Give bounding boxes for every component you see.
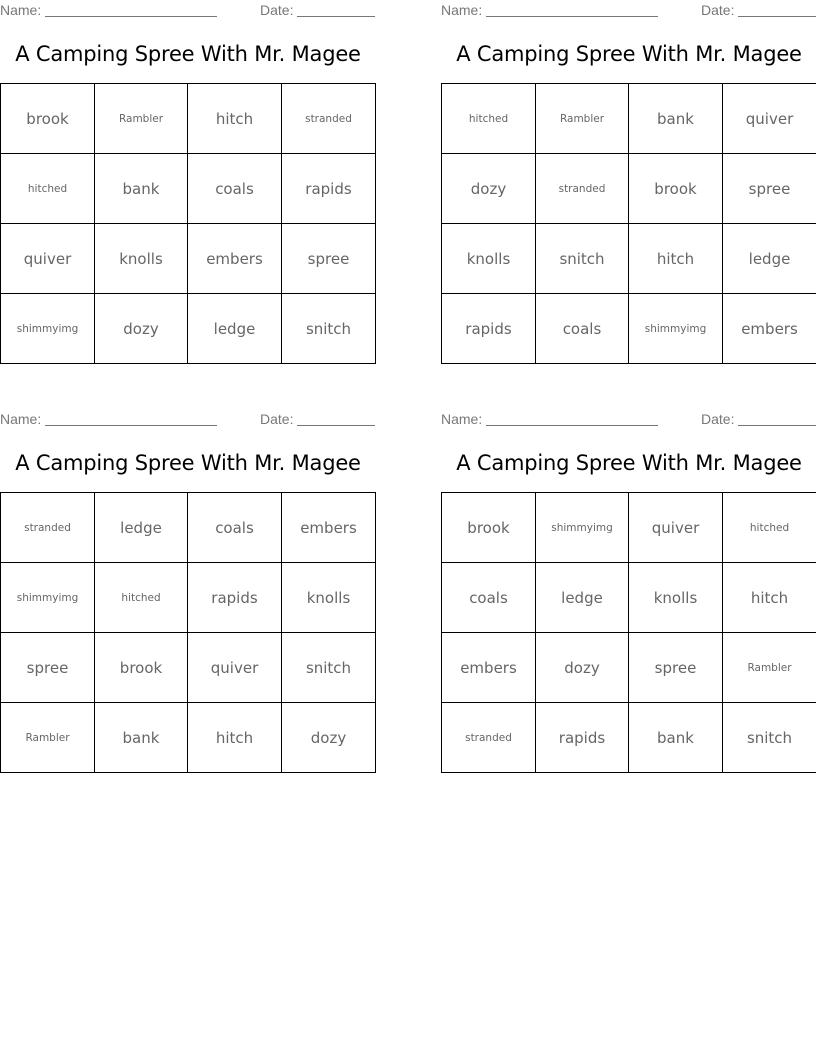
- bingo-cell: knolls: [442, 224, 536, 294]
- bingo-cell: dozy: [536, 633, 629, 703]
- name-date-header: [441, 2, 816, 20]
- name-label: Name:: [441, 2, 483, 18]
- name-label: Name:: [0, 2, 42, 18]
- name-label: Name:: [441, 411, 483, 427]
- bingo-cell: bank: [95, 703, 188, 773]
- bingo-cell: shimmyimg: [536, 493, 629, 563]
- date-field[interactable]: [297, 16, 375, 17]
- bingo-cell: coals: [442, 563, 536, 633]
- date-label: Date:: [701, 2, 735, 18]
- date-label: Date:: [260, 2, 294, 18]
- bingo-cell: coals: [188, 154, 282, 224]
- bingo-cell: quiver: [188, 633, 282, 703]
- bingo-cell: hitched: [723, 493, 816, 563]
- bingo-cell: spree: [282, 224, 375, 294]
- bingo-cell: ledge: [95, 493, 188, 563]
- bingo-cell: Rambler: [723, 633, 816, 703]
- bingo-cell: spree: [629, 633, 723, 703]
- name-field[interactable]: [45, 425, 217, 426]
- date-field[interactable]: [297, 425, 375, 426]
- bingo-cell: embers: [741, 320, 798, 338]
- date-label: Date:: [701, 411, 735, 427]
- bingo-grid: [0, 83, 376, 364]
- name-date-header: [441, 411, 816, 429]
- bingo-cell: bank: [629, 84, 723, 154]
- name-field[interactable]: [45, 16, 217, 17]
- bingo-cell: dozy: [95, 294, 188, 364]
- date-field[interactable]: [738, 425, 816, 426]
- bingo-cell: embers: [442, 633, 536, 703]
- bingo-cell: snitch: [282, 633, 375, 703]
- card-title: A Camping Spree With Mr. Magee: [456, 42, 802, 66]
- bingo-grid: [441, 83, 816, 364]
- bingo-cell: shimmyimg: [1, 294, 95, 364]
- bingo-cell: dozy: [442, 154, 536, 224]
- bingo-cell: shimmyimg: [629, 294, 723, 364]
- bingo-cell: rapids: [442, 294, 536, 364]
- bingo-cell: quiver: [1, 224, 95, 294]
- bingo-cell: hitch: [629, 224, 723, 294]
- name-date-header: [0, 411, 376, 429]
- bingo-cell: Rambler: [95, 84, 188, 154]
- card-title: A Camping Spree With Mr. Magee: [15, 451, 361, 475]
- bingo-cell: hitch: [188, 84, 282, 154]
- bingo-grid: [441, 492, 816, 773]
- bingo-cell: stranded: [1, 493, 95, 563]
- bingo-cell: stranded: [282, 84, 375, 154]
- bingo-cell: ledge: [188, 294, 282, 364]
- bingo-cell: ledge: [536, 563, 629, 633]
- bingo-cell: hitch: [188, 703, 282, 773]
- bingo-cell: embers: [282, 493, 375, 563]
- bingo-cell: bank: [95, 154, 188, 224]
- bingo-cell: dozy: [310, 729, 347, 747]
- bingo-cell: ledge: [723, 224, 816, 294]
- bingo-cell: coals: [536, 294, 629, 364]
- bingo-cell: bank: [629, 703, 723, 773]
- card-title: A Camping Spree With Mr. Magee: [456, 451, 802, 475]
- name-label: Name:: [0, 411, 42, 427]
- bingo-cell: hitched: [1, 154, 95, 224]
- bingo-cell: spree: [1, 633, 95, 703]
- bingo-cell: hitched: [442, 84, 536, 154]
- bingo-cell: brook: [629, 154, 723, 224]
- bingo-cell: quiver: [723, 84, 816, 154]
- bingo-cell: brook: [442, 493, 536, 563]
- date-field[interactable]: [738, 16, 816, 17]
- bingo-grid: [0, 492, 376, 773]
- bingo-cell: snitch: [746, 729, 793, 747]
- bingo-cell: spree: [723, 154, 816, 224]
- bingo-cell: brook: [95, 633, 188, 703]
- bingo-cell: embers: [188, 224, 282, 294]
- bingo-cell: hitch: [723, 563, 816, 633]
- bingo-cell: knolls: [95, 224, 188, 294]
- bingo-cell: knolls: [282, 563, 375, 633]
- card-title: A Camping Spree With Mr. Magee: [15, 42, 361, 66]
- bingo-cell: snitch: [305, 320, 352, 338]
- bingo-cell: rapids: [188, 563, 282, 633]
- bingo-cell: coals: [188, 493, 282, 563]
- bingo-cell: quiver: [629, 493, 723, 563]
- bingo-cell: Rambler: [1, 703, 95, 773]
- bingo-cell: rapids: [282, 154, 375, 224]
- name-field[interactable]: [486, 16, 658, 17]
- name-date-header: [0, 2, 376, 20]
- date-label: Date:: [260, 411, 294, 427]
- bingo-cell: stranded: [536, 154, 629, 224]
- name-field[interactable]: [486, 425, 658, 426]
- bingo-cell: stranded: [442, 703, 536, 773]
- bingo-cell: snitch: [536, 224, 629, 294]
- bingo-cell: hitched: [95, 563, 188, 633]
- bingo-cell: shimmyimg: [1, 563, 95, 633]
- bingo-cell: brook: [1, 84, 95, 154]
- bingo-cell: Rambler: [536, 84, 629, 154]
- bingo-cell: knolls: [629, 563, 723, 633]
- bingo-cell: rapids: [536, 703, 629, 773]
